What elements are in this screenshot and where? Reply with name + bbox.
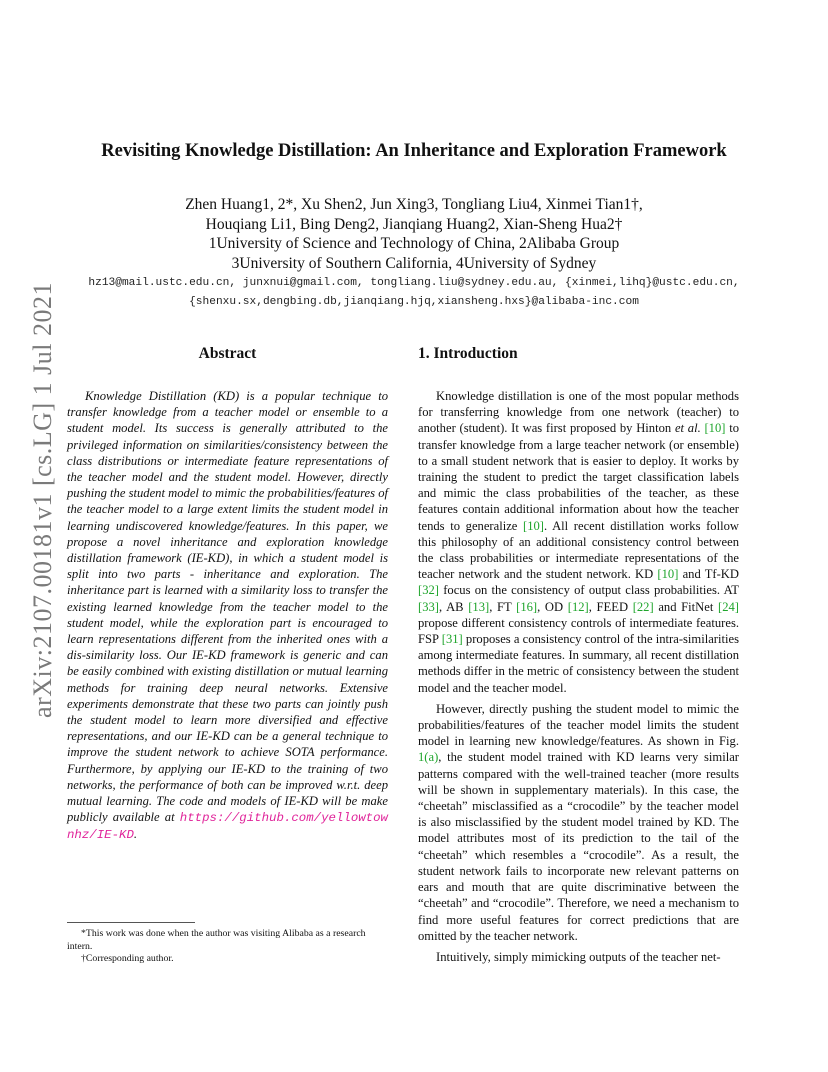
email-line-1: hz13@mail.ustc.edu.cn, junxnui@gmail.com, tongliang.liu@sydney.edu.au, {xinmei,lihq}@ustc.edu.cn, <box>88 277 740 289</box>
text-run: et al. <box>674 421 701 436</box>
text-run: , OD <box>537 599 568 614</box>
text-run: Knowledge distillation is one of the most popular methods for transferring knowledge from one network (teacher) to another (student). It was first proposed by Hinton <box>418 389 739 436</box>
text-run: . All recent distillation works follow this philosophy of an additional consistency control between the class probabilities or intermediate representations of the teacher network and the student network. KD <box>418 518 739 582</box>
affiliation-line-1: 1University of Science and Technology of China, 2Alibaba Group <box>208 235 620 252</box>
footnote-rule <box>67 922 195 923</box>
text-run: , FEED <box>588 599 633 614</box>
text-run: to transfer knowledge from a large teacher network (or ensemble) to a small student network that is easier to deploy. It works by training the student to predict the target classification labels and mimic the class probabilities of the teacher, as these features contain additional information about how the teacher tends to generalize <box>418 421 739 533</box>
intro-paragraph-3: Intuitively, simply mimicking outputs of the teacher net- <box>436 949 721 964</box>
intro-paragraph-2 <box>418 701 739 944</box>
left-column <box>67 343 388 844</box>
text-run: proposes a consistency control of the intra-similarities among intermediate features. In summary, all recent distillation methods differ in the metric of consistency between the student model and the teacher model. <box>418 632 739 695</box>
citation-link[interactable]: [22] <box>632 599 654 614</box>
intro-heading: 1. Introduction <box>418 345 518 362</box>
text-run: focus on the consistency of output class probabilities. AT <box>438 583 739 598</box>
text-run: and Tf-KD <box>678 567 739 582</box>
author-line <box>0 215 828 235</box>
citation-link[interactable]: [10] <box>657 567 679 582</box>
affiliation-line <box>0 254 828 274</box>
abstract-end: . <box>133 827 138 842</box>
author-line-1: Zhen Huang1, 2*, Xu Shen2, Jun Xing3, Tongliang Liu4, Xinmei Tian1†, <box>185 196 643 213</box>
author-block <box>0 195 828 273</box>
citation-link[interactable]: 1(a) <box>418 750 439 765</box>
abstract-text <box>67 388 388 844</box>
intro-paragraph-1 <box>418 388 739 696</box>
citation-link[interactable]: [10] <box>704 421 726 436</box>
citation-link[interactable]: [31] <box>441 632 463 647</box>
citation-link[interactable]: [16] <box>516 599 538 614</box>
text-run: , the student model trained with KD learns very similar patterns compared with the well-trained teacher (more results will be shown in supplementary materials). In this case, the “cheetah” misclassified as a “crocodile” by the teacher model is also misclassified by the student model trained by KD. The model attributes most of its prediction to the tail of the “cheetah” which resembles a “crocodile”. As a result, the student network fails to incorporate new relevant patterns on ears and mouth that are quite discriminative between the “cheetah” and “crocodile”. Therefore, we need a mechanism to find more useful features for correct predictions that are omitted by the teacher network. <box>418 750 739 943</box>
footnote-intern: *This work was done when the author was visiting Alibaba as a research intern. <box>67 928 366 952</box>
arxiv-identifier-stamp <box>20 282 66 718</box>
author-line <box>0 195 828 215</box>
affiliation-line-2: 3University of Southern California, 4University of Sydney <box>231 254 597 272</box>
text-run: , AB <box>438 599 469 614</box>
paper-title: Revisiting Knowledge Distillation: An Inheritance and Exploration Framework <box>101 141 727 161</box>
email-block <box>0 274 828 312</box>
right-column <box>418 343 739 965</box>
text-run: However, directly pushing the student model to mimic the probabilities/features of the teacher model limits the student model in learning new knowledge/features. As shown in Fig. <box>418 701 739 749</box>
citation-link[interactable]: [13] <box>468 599 490 614</box>
citation-link[interactable]: [10] <box>523 518 544 533</box>
text-run: propose different consistency controls of intermediate features. FSP <box>418 615 739 647</box>
abstract-heading: Abstract <box>198 345 257 362</box>
email-line-2: {shenxu.sx,dengbing.db,jianqiang.hjq,xiansheng.hxs}@alibaba-inc.com <box>189 296 639 308</box>
citation-link[interactable]: [12] <box>567 599 589 614</box>
author-line-2: Houqiang Li1, Bing Deng2, Jianqiang Huang2, Xian-Sheng Hua2† <box>205 215 623 233</box>
abstract-body: Knowledge Distillation (KD) is a popular technique to transfer knowledge from a teacher model or ensemble to a student model. Its success is generally attributed to the privileged information on similarities/consistency between the class distributions or intermediate feature representations of the teacher model and the student model. However, directly pushing the student model to mimic the probabilities/features of the teacher model to a large extent limits the student model in learning undiscovered knowledge/features. In this paper, we propose a novel inheritance and exploration knowledge distillation framework (IE-KD), in which a student model is split into two parts - inheritance and exploration. The inheritance part is learned with a similarity loss to transfer the existing learned knowledge from the teacher model to the student model, while the exploration part is encouraged to learn representations different from the inherited ones with a dis-similarity loss. Our IE-KD framework is generic and can be easily combined with existing distillation or mutual learning methods for training deep neural networks. Extensive experiments demonstrate that these two parts can jointly push the student model to learn more diversified and effective representations, and our IE-KD can be a general technique to improve the student network to achieve SOTA performance. Furthermore, by applying our IE-KD to the training of two networks, the performance of both can be improved w.r.t. deep mutual learning. The code and models of IE-KD will be make publicly available at <box>67 389 388 825</box>
text-run: , FT <box>489 599 517 614</box>
affiliation-line <box>0 234 828 254</box>
citation-link[interactable]: [33] <box>418 599 439 614</box>
citation-link[interactable]: [32] <box>418 583 439 598</box>
footnote-corresponding: †Corresponding author. <box>81 953 174 965</box>
citation-link[interactable]: [24] <box>718 599 739 614</box>
text-run: and FitNet <box>653 599 718 614</box>
footnotes <box>67 922 388 966</box>
arxiv-identifier-text: arXiv:2107.00181v1 [cs.LG] 1 Jul 2021 <box>28 282 57 718</box>
code-link[interactable]: https://github.com/yellowtownhz/IE-KD <box>67 811 388 843</box>
